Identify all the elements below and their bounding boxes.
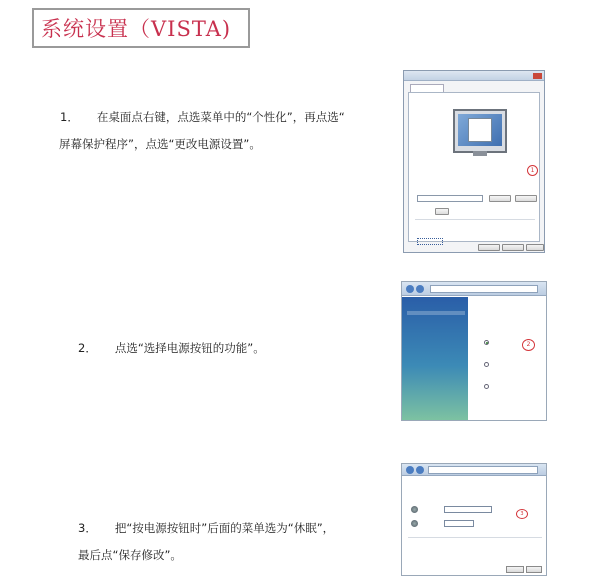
plan-radio bbox=[484, 362, 489, 367]
step-2-number: 2． bbox=[78, 341, 97, 355]
marker-3: 3 bbox=[516, 509, 528, 519]
address-bar bbox=[428, 466, 538, 474]
screensaver-dialog-screenshot bbox=[403, 70, 545, 253]
power-options-screenshot bbox=[401, 281, 547, 421]
sleep-button-action-select bbox=[444, 520, 474, 527]
step-3-text-2: 最后点“保存修改”。 bbox=[78, 548, 182, 562]
back-icon bbox=[406, 466, 414, 474]
sidebar-item bbox=[407, 347, 468, 351]
change-power-settings-link bbox=[417, 238, 443, 245]
step-1-line-1 bbox=[60, 104, 345, 131]
sleep-button-icon bbox=[411, 520, 418, 527]
step-2 bbox=[78, 335, 265, 362]
close-icon bbox=[533, 73, 542, 79]
marker-2: 2 bbox=[522, 339, 535, 351]
ok-button bbox=[478, 244, 500, 251]
save-changes-button bbox=[506, 566, 524, 573]
divider bbox=[408, 537, 542, 538]
power-button-action-select bbox=[444, 506, 492, 513]
page-title bbox=[32, 8, 250, 48]
step-1-text-1: 在桌面点右键，点选菜单中的“个性化”，再点选“ bbox=[96, 110, 345, 124]
dialog-tab bbox=[410, 84, 444, 92]
power-plans-panel bbox=[472, 300, 544, 418]
address-bar bbox=[430, 285, 538, 293]
task-sidebar bbox=[402, 297, 468, 421]
sidebar-item-power-buttons bbox=[407, 311, 465, 315]
sidebar-item bbox=[407, 338, 468, 342]
monitor-preview-icon bbox=[453, 109, 507, 153]
cancel-button bbox=[502, 244, 524, 251]
back-icon bbox=[406, 285, 414, 293]
window-toolbar bbox=[402, 282, 546, 296]
sidebar-item bbox=[407, 329, 468, 333]
cancel-button bbox=[526, 566, 542, 573]
plan-radio bbox=[484, 384, 489, 389]
dialog-titlebar bbox=[404, 71, 544, 81]
power-button-icon bbox=[411, 506, 418, 513]
settings-button bbox=[489, 195, 511, 202]
sidebar-item bbox=[407, 320, 468, 324]
dialog-panel bbox=[408, 92, 540, 242]
screensaver-combo bbox=[417, 195, 483, 202]
forward-icon bbox=[416, 466, 424, 474]
step-3-text-1: 把“按电源按钮时”后面的菜单选为“休眠”， bbox=[114, 521, 335, 535]
plan-radio-selected bbox=[484, 340, 489, 345]
forward-icon bbox=[416, 285, 424, 293]
step-2-text-1: 点选“选择电源按钮的功能”。 bbox=[114, 341, 265, 355]
power-button-settings-screenshot bbox=[401, 463, 547, 576]
sidebar-item bbox=[407, 302, 468, 306]
step-1-number: 1． bbox=[60, 110, 79, 124]
divider bbox=[415, 219, 535, 220]
page-title-text: 系统设置（VISTA) bbox=[41, 17, 232, 41]
step-3-number: 3． bbox=[78, 521, 97, 535]
step-3-line-1 bbox=[78, 515, 334, 542]
preview-button bbox=[515, 195, 537, 202]
step-1-text-2: 屏幕保护程序”，点选“更改电源设置”。 bbox=[59, 137, 261, 151]
marker-1: 1 bbox=[527, 165, 538, 176]
window-toolbar bbox=[402, 464, 546, 476]
apply-button bbox=[526, 244, 544, 251]
wait-stepper bbox=[435, 208, 449, 215]
step-1 bbox=[60, 104, 345, 158]
step-3 bbox=[78, 515, 334, 569]
